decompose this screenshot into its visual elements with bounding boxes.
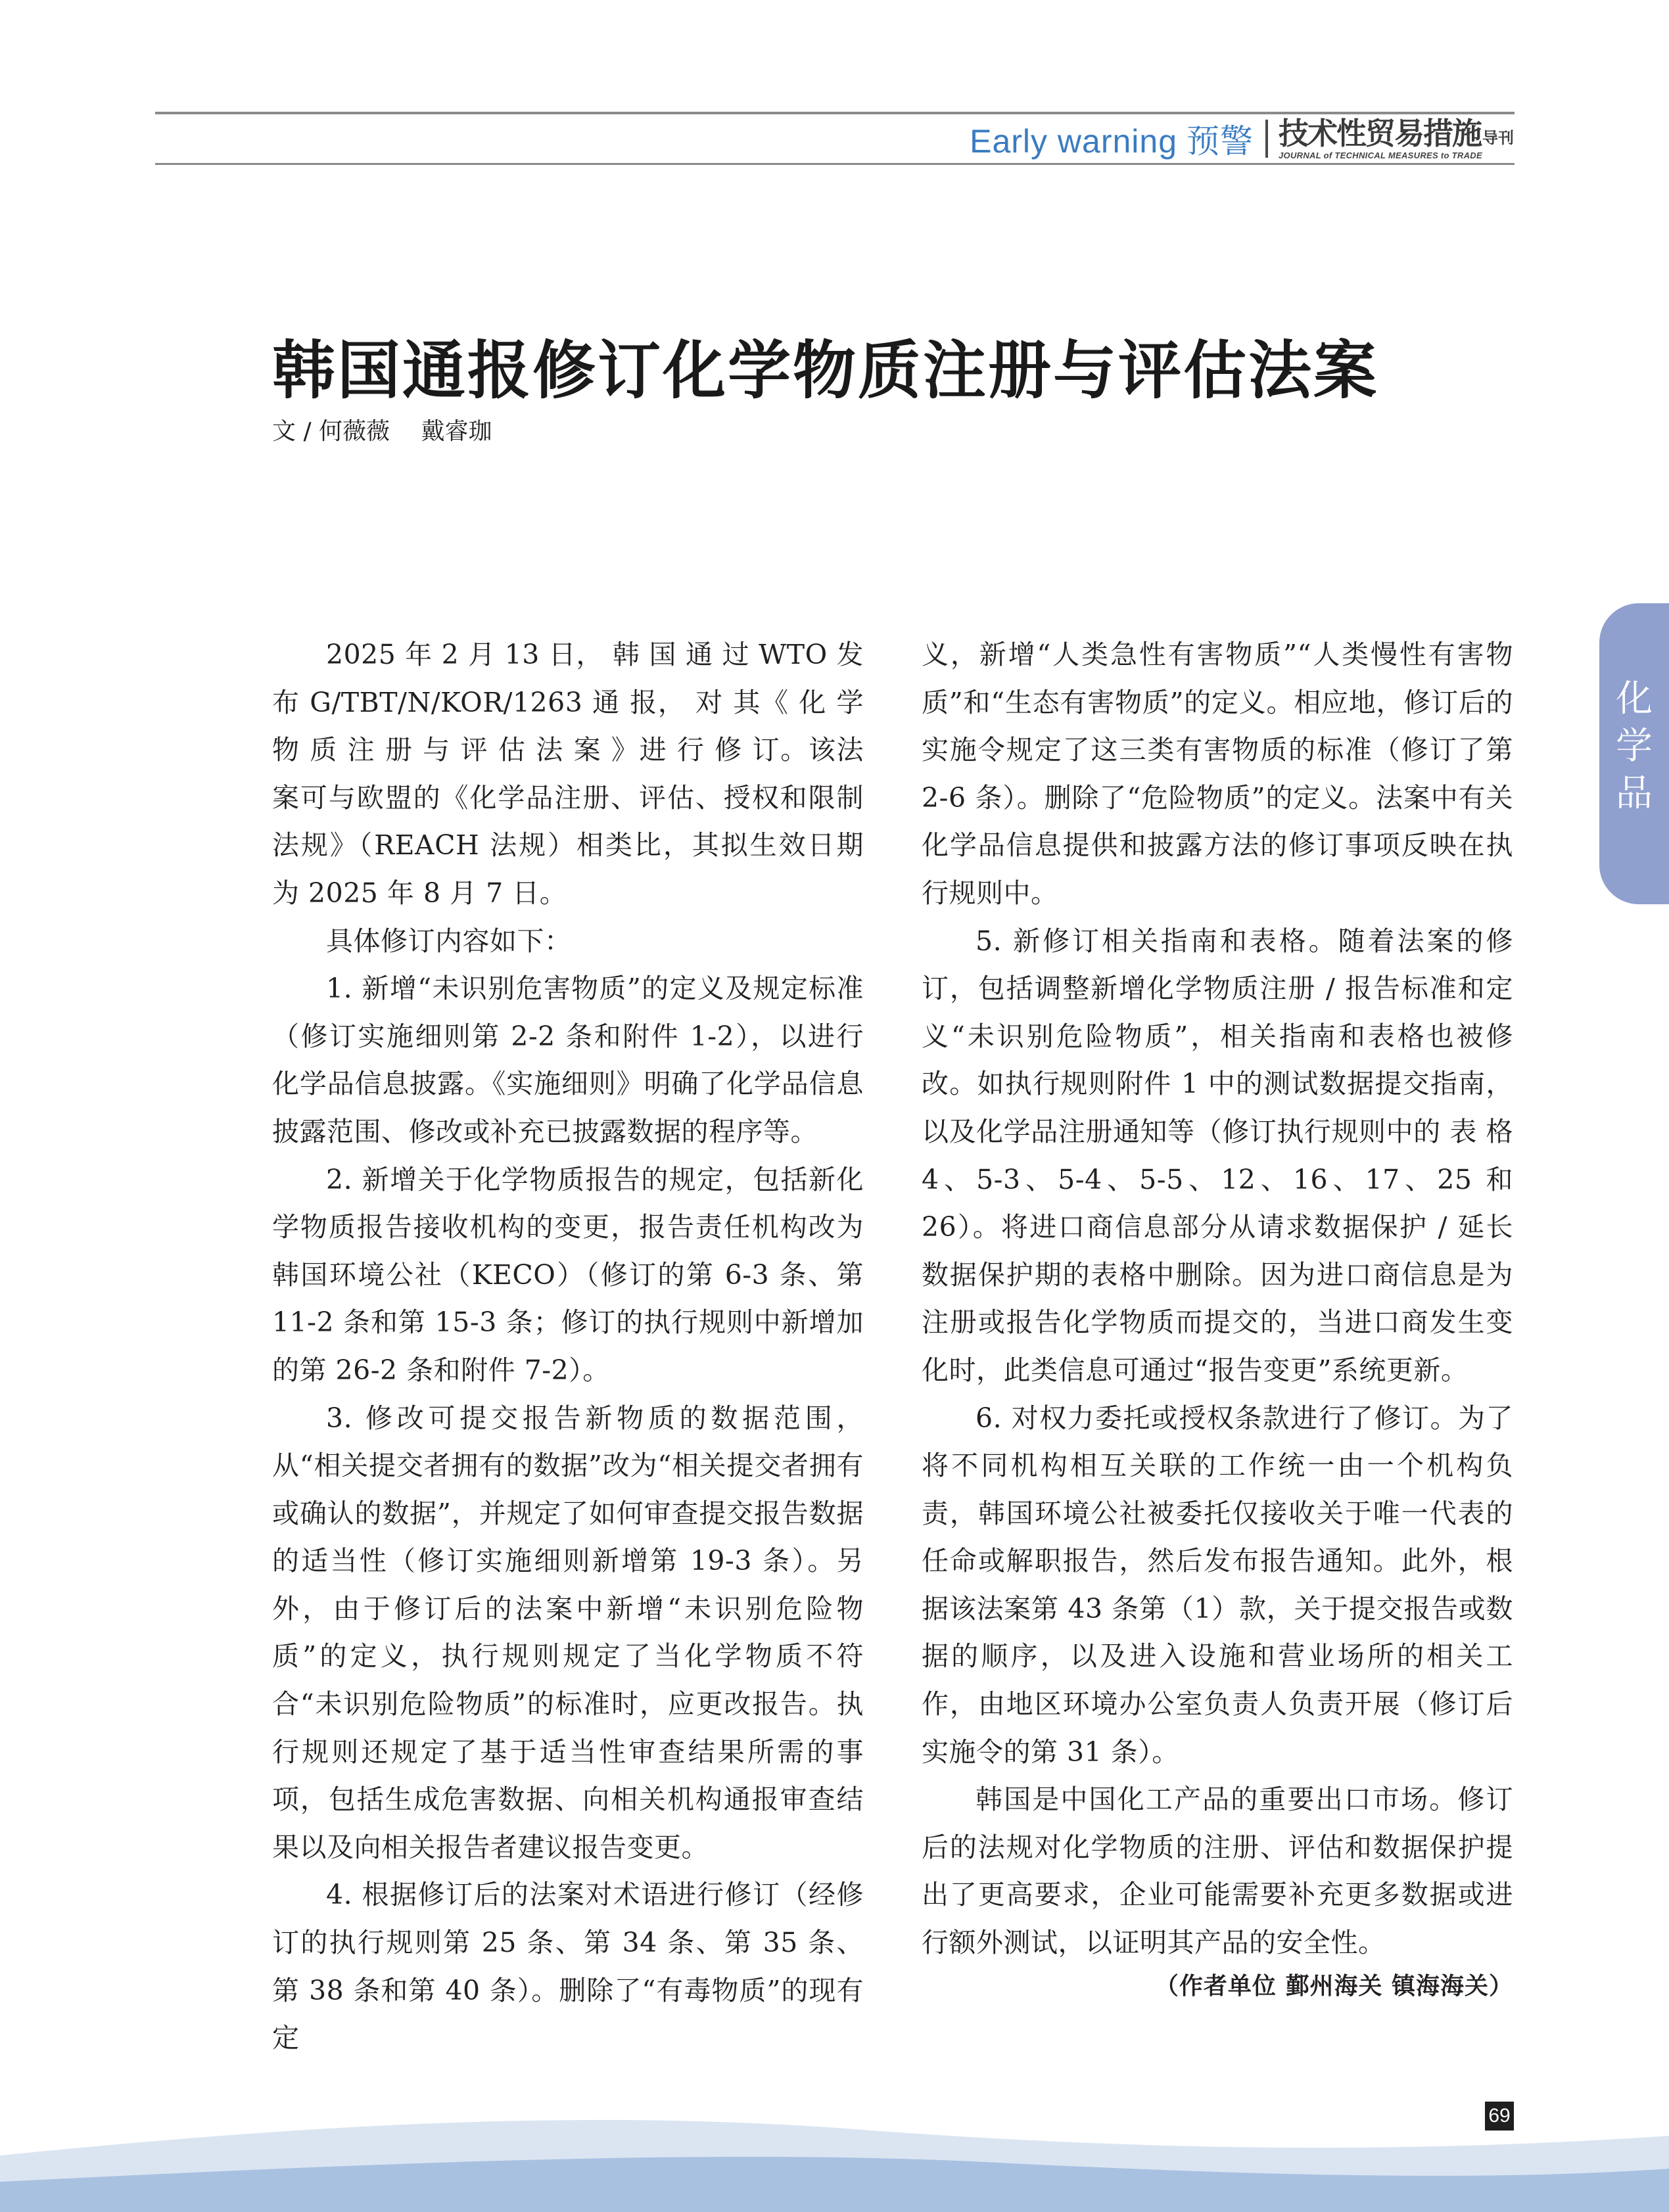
paragraph: 3. 修改可提交报告新物质的数据范围，从“相关提交者拥有的数据”改为“相关提交者拥有或确认的数据”，并规定了如何审查提交报告数据的适当性（修订实施细则新增第 19-3 条）。另外，由于修订后的法案中新增“未识别危险物质”的定义，执行规则规定了当化学物质不符合“未识别危险物质”的标准时，应更改报告。执行规则还规定了基于适当性审查结果所需的事项，包括生成危害数据、向相关机构通报审查结果以及向相关报告者建议报告变更。 bbox=[272, 1402, 864, 1863]
section-label bbox=[970, 115, 1254, 162]
side-tab-char: 化 bbox=[1616, 678, 1653, 720]
article-title: 韩国通报修订化学物质注册与评估法案 bbox=[272, 334, 1378, 407]
footer-wave bbox=[0, 2109, 1669, 2212]
author-affiliation: （作者单位 鄞州海关 镇海海关） bbox=[1154, 1972, 1513, 2000]
section-side-tab bbox=[1599, 603, 1669, 904]
header-separator bbox=[1265, 120, 1268, 158]
article-column-right bbox=[922, 631, 1513, 2006]
paragraph: 韩国是中国化工产品的重要出口市场。修订后的法规对化学物质的注册、评估和数据保护提出了更高要求，企业可能需要补充更多数据或进行额外测试，以证明其产品的安全性。 bbox=[922, 1784, 1513, 1959]
paragraph: 5. 新修订相关指南和表格。随着法案的修订，包括调整新增化学物质注册 / 报告标准和定义“未识别危险物质”，相关指南和表格也被修改。如执行规则附件 1 中的测试数据提交指南，以及化学品注册通知等（修订执行规则中的 表 格 4、5-3、5-4、5-5、12、16、17、25 和 26）。将进口商信息部分从请求数据保护 / 延长数据保护期的表格中删除。因为进口商信息是为注册或报告化学物质而提交的，当进口商发生变化时，此类信息可通过“报告变更”系统更新。 bbox=[922, 925, 1513, 1386]
article-column-left bbox=[272, 631, 864, 2062]
section-label-en: Early warning bbox=[970, 123, 1177, 160]
side-tab-char: 品 bbox=[1616, 772, 1653, 815]
paragraph: 具体修订内容如下： bbox=[326, 925, 572, 957]
side-tab-label bbox=[1599, 676, 1669, 818]
journal-name-cn: 技术性贸易措施 bbox=[1279, 115, 1481, 151]
paragraph: 1. 新增“未识别危害物质”的定义及规定标准（修订实施细则第 2-2 条和附件 1-2），以进行化学品信息披露。《实施细则》明确了化学品信息披露范围、修改或补充已披露数据的程序等。 bbox=[272, 973, 864, 1147]
article-byline: 文 / 何薇薇 戴睿珈 bbox=[272, 418, 492, 445]
page-number: 69 bbox=[1485, 2102, 1514, 2131]
paragraph: 6. 对权力委托或授权条款进行了修订。为了将不同机构相互关联的工作统一由一个机构负责，韩国环境公社被委托仅接收关于唯一代表的任命或解职报告，然后发布报告通知。此外，根据该法案第 43 条第（1）款，关于提交报告或数据的顺序，以及进入设施和营业场所的相关工作，由地区环境办公室负责人负责开展（修订后实施令的第 31 条）。 bbox=[922, 1402, 1513, 1768]
journal-logo bbox=[1279, 115, 1514, 160]
header-rule-top bbox=[155, 112, 1515, 114]
header-rule-bottom bbox=[155, 163, 1515, 165]
paragraph-continued: 义，新增“人类急性有害物质”“人类慢性有害物质”和“生态有害物质”的定义。相应地，修订后的实施令规定了这三类有害物质的标准（修订了第 2-6 条）。删除了“危险物质”的定义。法案中有关化学品信息提供和披露方法的修订事项反映在执行规则中。 bbox=[922, 639, 1513, 909]
journal-name-en: JOURNAL of TECHNICAL MEASURES to TRADE bbox=[1279, 150, 1482, 160]
paragraph: 4. 根据修订后的法案对术语进行修订（经修订的执行规则第 25 条、第 34 条、第 35 条、第 38 条和第 40 条）。删除了“有毒物质”的现有定 bbox=[272, 1879, 864, 2054]
section-label-cn: 预警 bbox=[1187, 123, 1254, 160]
paragraph: 2. 新增关于化学物质报告的规定，包括新化学物质报告接收机构的变更，报告责任机构改为韩国环境公社（KECO）（修订的第 6-3 条、第 11-2 条和第 15-3 条；修订的执行规则中新增加的第 26-2 条和附件 7-2）。 bbox=[272, 1163, 864, 1386]
running-header bbox=[970, 117, 1514, 160]
journal-name-suffix: 导刊 bbox=[1482, 128, 1514, 147]
side-tab-char: 学 bbox=[1616, 725, 1653, 768]
paragraph: 2025 年 2 月 13 日， 韩 国 通 过 WTO 发 布 G/TBT/N/KOR/1263 通 报， 对 其《 化 学 物 质 注 册 与 评 估 法 案 》进 行 修 订。该法案可与欧盟的《化学品注册、评估、授权和限制法规》（REACH 法规）相类比，其拟生效日期为 2025 年 8 月 7 日。 bbox=[272, 639, 864, 909]
